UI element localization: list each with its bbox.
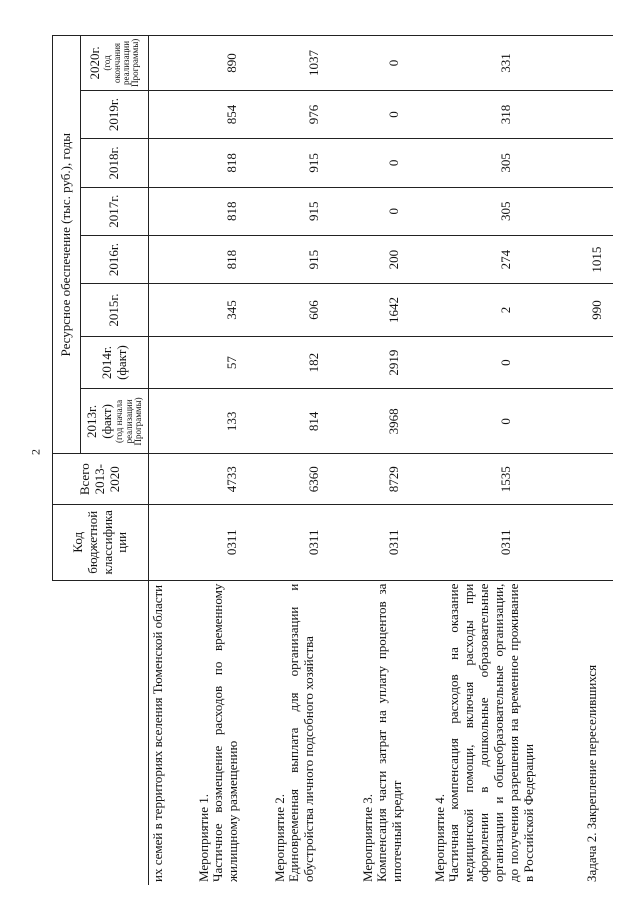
- cell-value: 345: [195, 284, 271, 337]
- cell-value: [583, 36, 613, 91]
- cell-value: [149, 336, 195, 389]
- header-2016: 2016г.: [81, 235, 149, 283]
- header-2020-note: (год окончания реализации Программы): [102, 38, 141, 87]
- header-2020-label: 2020г.: [87, 46, 103, 80]
- header-2013-label: 2013г. (факт): [84, 404, 115, 439]
- cell-value: 0: [359, 36, 431, 91]
- cell-value: 990: [583, 284, 613, 337]
- cell-value: [149, 187, 195, 235]
- cell-value: 274: [431, 235, 583, 283]
- cell-code: [149, 504, 195, 580]
- table-row: [583, 36, 613, 886]
- row-text: Частичное возмещение расходов по временному жилищному размещению: [210, 583, 241, 882]
- cell-value: 890: [195, 36, 271, 91]
- cell-value: 133: [195, 389, 271, 454]
- cell-value: 915: [271, 187, 359, 235]
- row-description: [431, 580, 583, 885]
- row-title: Мероприятие 3.: [359, 794, 375, 882]
- cell-value: [583, 90, 613, 138]
- cell-value: 318: [431, 90, 583, 138]
- header-2015: 2015г.: [81, 284, 149, 337]
- row-description: [271, 580, 359, 885]
- header-2018: 2018г.: [81, 139, 149, 187]
- cell-value: 200: [359, 235, 431, 283]
- cell-value: 0: [359, 187, 431, 235]
- cell-value: 3968: [359, 389, 431, 454]
- header-resource: Ресурсное обеспечение (тыс. руб.), годы: [53, 36, 81, 455]
- cell-value: 2: [431, 284, 583, 337]
- page-number: 2: [28, 449, 43, 455]
- header-2013-note: (год начала реализации Программы): [114, 397, 144, 446]
- header-code: Код бюджетной классифика ции: [53, 504, 149, 580]
- cell-value: [149, 284, 195, 337]
- row-title: Мероприятие 1.: [195, 794, 211, 882]
- cell-value: [583, 389, 613, 454]
- cell-value: 305: [431, 187, 583, 235]
- table-row: [195, 36, 271, 886]
- header-blank: [53, 580, 149, 885]
- row-text: Единовременная выплата для организации и обустройства личного подсобного хозяйства: [286, 583, 317, 882]
- cell-value: 305: [431, 139, 583, 187]
- row-description: [359, 580, 431, 885]
- cell-value: 0: [431, 336, 583, 389]
- header-2017: 2017г.: [81, 187, 149, 235]
- cell-total: [583, 454, 613, 504]
- cell-value: 1642: [359, 284, 431, 337]
- cell-value: [149, 235, 195, 283]
- cell-value: 818: [195, 187, 271, 235]
- cell-value: 915: [271, 139, 359, 187]
- row-description: [583, 580, 613, 885]
- cell-value: 854: [195, 90, 271, 138]
- cell-value: 814: [271, 389, 359, 454]
- cell-total: 4733: [195, 454, 271, 504]
- cell-value: 606: [271, 284, 359, 337]
- cell-value: 818: [195, 235, 271, 283]
- cell-value: [583, 336, 613, 389]
- cell-value: 915: [271, 235, 359, 283]
- cell-value: [583, 139, 613, 187]
- cell-code: 0311: [195, 504, 271, 580]
- cell-value: 182: [271, 336, 359, 389]
- header-2019: 2019г.: [81, 90, 149, 138]
- row-title: Мероприятие 4.: [431, 794, 447, 882]
- cell-value: 1037: [271, 36, 359, 91]
- cell-total: 8729: [359, 454, 431, 504]
- cell-value: 976: [271, 90, 359, 138]
- header-total: Всего 2013-2020: [53, 454, 149, 504]
- table-row: [271, 36, 359, 886]
- row-description: [149, 580, 195, 885]
- cell-code: 0311: [431, 504, 583, 580]
- cell-value: [149, 139, 195, 187]
- cell-value: 2919: [359, 336, 431, 389]
- row-description: [195, 580, 271, 885]
- header-2013: [81, 389, 149, 454]
- rotated-page: [52, 35, 640, 885]
- row-text: Задача 2. Закрепление переселившихся: [583, 664, 599, 882]
- cell-total: 6360: [271, 454, 359, 504]
- cell-value: 57: [195, 336, 271, 389]
- cell-value: [583, 187, 613, 235]
- cell-code: 0311: [359, 504, 431, 580]
- row-title: Мероприятие 2.: [271, 794, 287, 882]
- table-row: [431, 36, 583, 886]
- table-row: [359, 36, 431, 886]
- cell-value: 0: [359, 90, 431, 138]
- cell-value: 331: [431, 36, 583, 91]
- cell-value: [149, 90, 195, 138]
- row-text: их семей в территориях вселения Тюменской области: [150, 584, 165, 882]
- cell-value: 0: [359, 139, 431, 187]
- row-text: Частичная компенсация расходов на оказание медицинской помощи, включая расходы при оформлении в дошкольные образовательные организации и общеобразовательные организации, до получения разрешения на временное проживание в Российской Федерации: [446, 583, 537, 882]
- cell-value: 0: [431, 389, 583, 454]
- cell-total: [149, 454, 195, 504]
- cell-code: 0311: [271, 504, 359, 580]
- header-2020: [81, 36, 149, 91]
- cell-value: [149, 389, 195, 454]
- cell-value: 1015: [583, 235, 613, 283]
- table-row: [149, 36, 195, 886]
- cell-value: [149, 36, 195, 91]
- header-2014: 2014г. (факт): [81, 336, 149, 389]
- resource-table: [52, 35, 613, 885]
- cell-code: [583, 504, 613, 580]
- row-text: Компенсация части затрат на уплату процентов за ипотечный кредит: [374, 583, 405, 882]
- cell-total: 1535: [431, 454, 583, 504]
- cell-value: 818: [195, 139, 271, 187]
